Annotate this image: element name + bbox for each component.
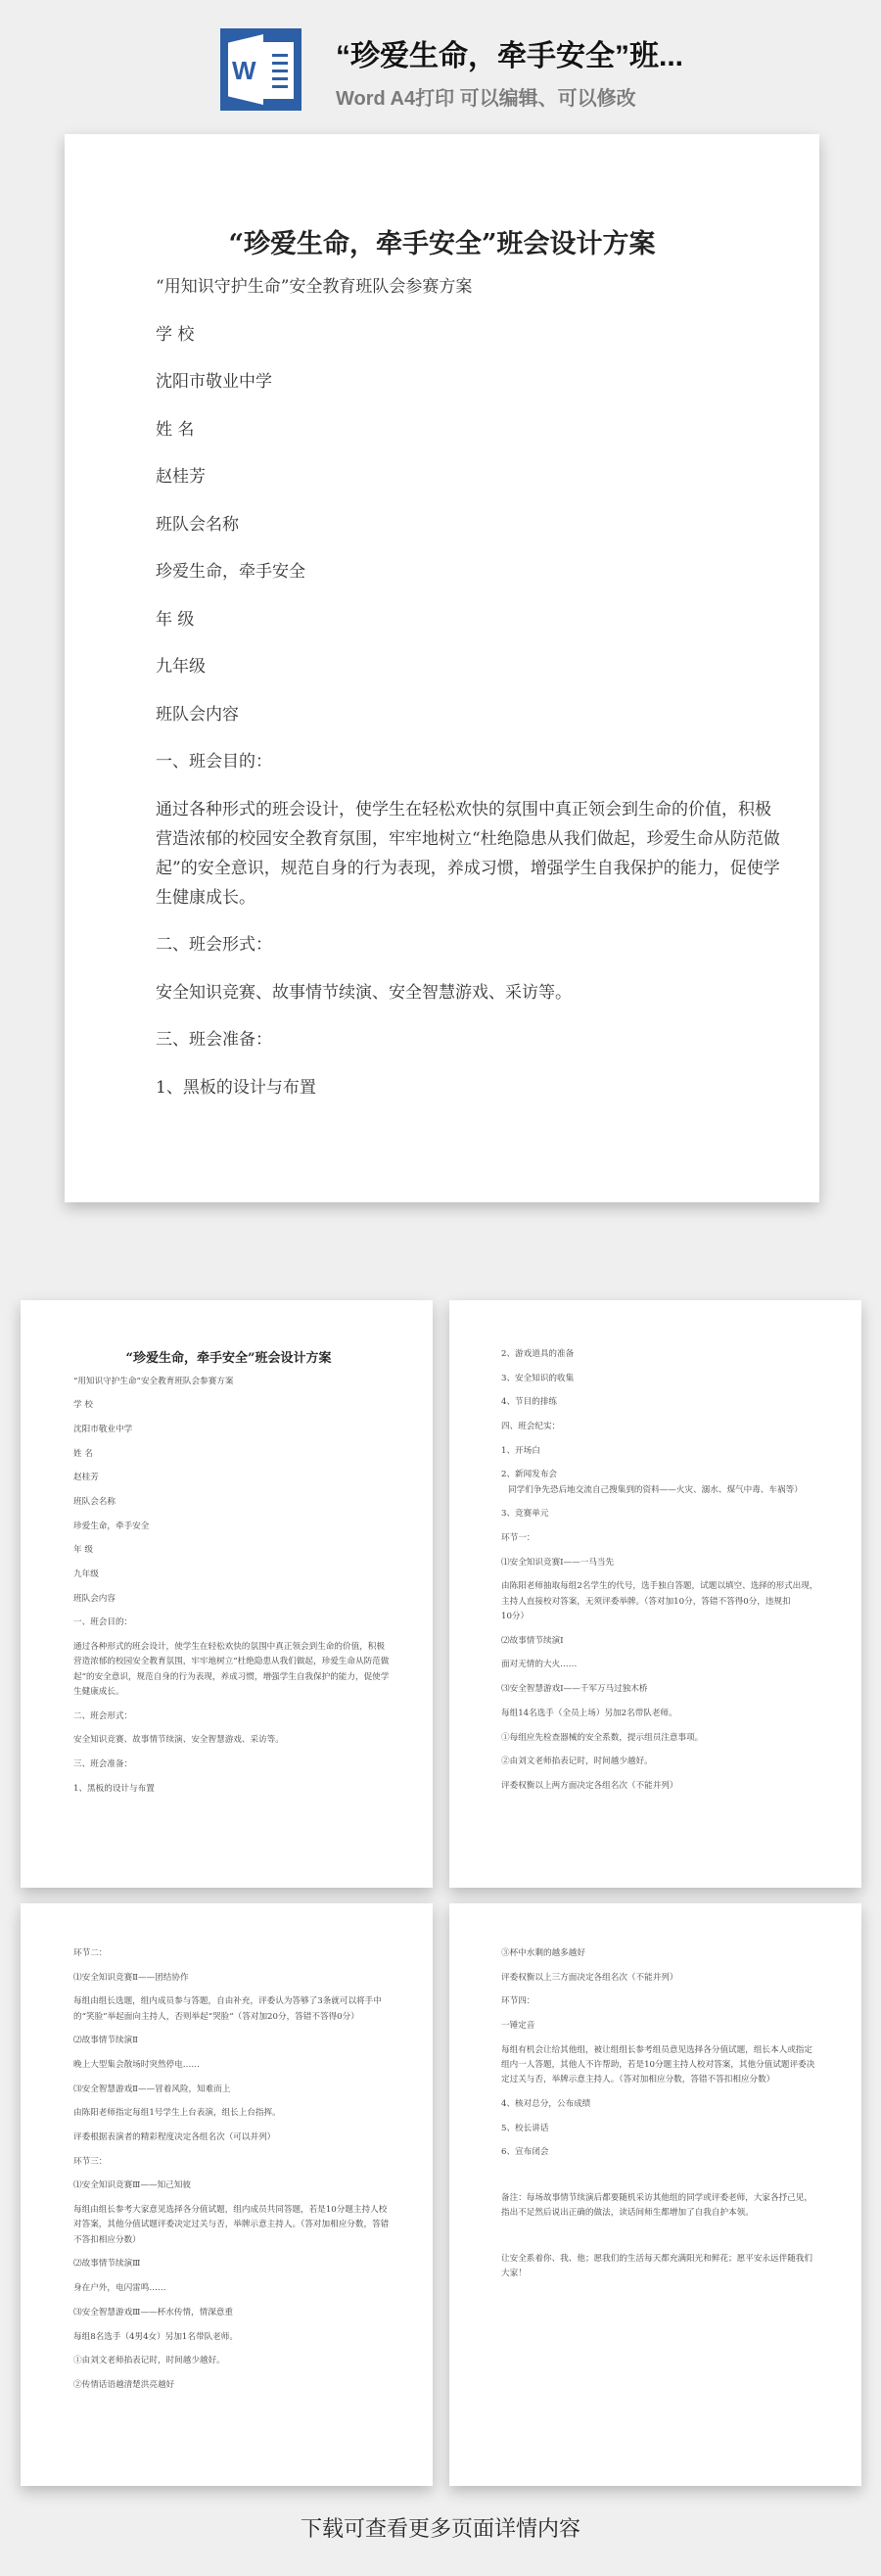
- doc-line: 每组8名选手（4男4女）另加1名带队老师。: [73, 2331, 238, 2342]
- doc-line: 年 级: [73, 1545, 93, 1556]
- doc-line: 九年级: [156, 657, 206, 677]
- doc-paragraph: [73, 1568, 394, 1582]
- doc-line: 一、班会目的：: [156, 752, 272, 772]
- doc-paragraph: [73, 1375, 394, 1389]
- doc-paragraph: [156, 795, 780, 913]
- doc-line: 让安全系着你、我、他；愿我们的生活每天都充满阳光和鲜花；愿平安永远伴随我们: [501, 2254, 812, 2265]
- doc-paragraph: [501, 2252, 822, 2282]
- doc-paragraph: [73, 2178, 394, 2193]
- doc-paragraph: [73, 2058, 394, 2073]
- doc-line: 组内一人答题，其他人不许帮助，若是10分题主持人校对答案，其他分值试题评委决: [501, 2060, 815, 2071]
- doc-paragraph: [73, 1471, 394, 1485]
- doc-line: 由陈阳老师指定每组1号学生上台表演，组长上台指挥。: [73, 2108, 281, 2119]
- doc-paragraph: [501, 1347, 822, 1362]
- doc-paragraph: [73, 1782, 394, 1797]
- doc-line: 一锤定音: [501, 2021, 535, 2032]
- doc-line: 赵桂芳: [156, 467, 206, 487]
- doc-paragraph: [501, 1507, 822, 1522]
- doc-line: 起”的安全意识，规范自身的行为表现，养成习惯，增强学生自我保护的能力，促使学: [73, 1671, 390, 1682]
- doc-line: 2、游戏道具的准备: [501, 1349, 575, 1359]
- doc-line: 评委权衡以上两方面决定各组名次（不能并列）: [501, 1780, 678, 1791]
- doc-paragraph: [156, 978, 741, 1007]
- doc-line: ②传情话语越清楚洪亮越好: [73, 2379, 175, 2390]
- doc-paragraph: [501, 2043, 822, 2088]
- doc-paragraph: [501, 2191, 822, 2222]
- doc-line: 学 校: [156, 324, 195, 345]
- doc-line: 环节一：: [501, 1533, 535, 1544]
- doc-line: 年 级: [156, 609, 195, 630]
- thumbnail-page-3[interactable]: [21, 1903, 433, 2486]
- doc-paragraph: [156, 747, 741, 776]
- doc-paragraph: [501, 1531, 822, 1546]
- doc-line: 姓 名: [73, 1448, 93, 1459]
- doc-line: 学 校: [73, 1400, 93, 1411]
- doc-line: “用知识守护生命”安全教育班队会参赛方案: [73, 1376, 234, 1386]
- doc-line: 姓 名: [156, 419, 195, 440]
- doc-paragraph: [156, 272, 741, 302]
- doc-paragraph: [156, 320, 741, 350]
- doc-paragraph: [73, 2330, 394, 2345]
- doc-line: 三、班会准备：: [73, 1759, 133, 1770]
- doc-paragraph: [501, 1372, 822, 1386]
- doc-paragraph: [73, 1946, 394, 1961]
- doc-paragraph: [156, 462, 741, 492]
- doc-line: 指出不足然后说出正确的做法，读话间师生都增加了自我自护本领。: [501, 2208, 754, 2219]
- doc-paragraph: [156, 700, 741, 729]
- doc-paragraph: [156, 510, 741, 539]
- doc-paragraph: [501, 2097, 822, 2112]
- doc-line: 1、黑板的设计与布置: [156, 1077, 316, 1098]
- thumbnail-page-4[interactable]: [449, 1903, 861, 2486]
- doc-line: ⑶安全智慧游戏Ⅲ——杯水传情，情深意重: [73, 2307, 233, 2318]
- doc-paragraph: [156, 415, 741, 445]
- doc-line: ①由刘文老师掐表记时，时间越少越好。: [73, 2356, 225, 2366]
- page-title: “珍爱生命，牵手安全”班会设计方案: [125, 1351, 332, 1366]
- doc-paragraph: [501, 1420, 822, 1434]
- doc-line: ⑴安全知识竞赛Ⅰ——一马当先: [501, 1557, 615, 1568]
- doc-paragraph: [73, 2083, 394, 2097]
- doc-line: 一、班会目的：: [73, 1617, 133, 1628]
- doc-line: 大家！: [501, 2269, 527, 2279]
- doc-paragraph: [501, 1707, 822, 1721]
- doc-paragraph: [73, 1447, 394, 1462]
- doc-line: ⑴安全知识竞赛Ⅲ——知己知彼: [73, 2180, 192, 2191]
- download-more-text[interactable]: 下载可查看更多页面详情内容: [300, 2516, 580, 2541]
- doc-paragraph: [501, 1682, 822, 1697]
- doc-line: 沈阳市敬业中学: [73, 1424, 133, 1434]
- doc-line: 通过各种形式的班会设计，使学生在轻松欢快的氛围中真正领会到生命的价值，积极: [156, 799, 771, 820]
- doc-paragraph: [156, 1025, 741, 1054]
- doc-line: 起”的安全意识，规范自身的行为表现，养成习惯，增强学生自我保护的能力，促使学: [156, 858, 780, 878]
- doc-line: 安全知识竞赛、故事情节续演、安全智慧游戏、采访等。: [73, 1735, 284, 1746]
- doc-line: ①每组应先检查器械的安全系数，提示组员注意事项。: [501, 1732, 704, 1743]
- doc-line: 10分）: [501, 1612, 530, 1622]
- doc-paragraph: [73, 2306, 394, 2320]
- doc-paragraph: [501, 2019, 822, 2034]
- doc-paragraph: [156, 930, 741, 960]
- doc-line: 班队会内容: [73, 1593, 116, 1604]
- doc-paragraph: [73, 1520, 394, 1534]
- doc-paragraph: [501, 2122, 822, 2136]
- doc-line: 1、黑板的设计与布置: [73, 1783, 155, 1794]
- doc-line: 三、班会准备：: [156, 1030, 272, 1050]
- doc-paragraph: [501, 1779, 822, 1794]
- doc-paragraph: [501, 1634, 822, 1649]
- paragraph-spacer: [501, 2170, 822, 2191]
- doc-line: 由陈阳老师抽取每组2名学生的代号，选手独自答题，试题以填空、选择的形式出现，: [501, 1581, 818, 1592]
- doc-line: 备注：每场故事情节续演后都要随机采访其他组的同学或评委老师，大家各抒己见，: [501, 2193, 812, 2204]
- doc-line: ③杯中水剩的越多越好: [501, 1948, 585, 1958]
- doc-line: 环节四：: [501, 1996, 535, 2007]
- document-subtitle: Word A4打印 可以编辑、可以修改: [336, 88, 636, 110]
- doc-line: 不答扣相应分数）: [73, 2234, 141, 2245]
- doc-paragraph: [73, 1423, 394, 1437]
- doc-line: 主持人直接校对答案，无须评委举牌。（答对加10分，答错不答得0分，违规扣: [501, 1596, 791, 1607]
- doc-paragraph: [73, 1592, 394, 1607]
- doc-line: 营造浓郁的校园安全教育氛围，牢牢地树立“杜绝隐患从我们做起，珍爱生命从防范做: [156, 828, 780, 849]
- doc-line: 对答案，其他分值试题评委决定过关与否，举牌示意主持人。（答对加相应分数，答错: [73, 2220, 390, 2230]
- doc-line: 班队会内容: [156, 704, 239, 725]
- doc-paragraph: [73, 2257, 394, 2272]
- doc-paragraph: [156, 367, 741, 397]
- doc-paragraph: [73, 1757, 394, 1772]
- doc-line: 评委权衡以上三方面决定各组名次（不能并列）: [501, 1972, 678, 1983]
- doc-line: 身在户外，电闪雷鸣……: [73, 2283, 166, 2294]
- doc-paragraph: [73, 2354, 394, 2368]
- doc-line: 每组14名选手（全员上场）另加2名带队老师。: [501, 1708, 677, 1718]
- doc-paragraph: [73, 2281, 394, 2296]
- document-title: “珍爱生命，牵手安全”班...: [336, 40, 684, 72]
- doc-line: 九年级: [73, 1569, 99, 1579]
- doc-line: 安全知识竞赛、故事情节续演、安全智慧游戏、采访等。: [156, 982, 572, 1003]
- doc-paragraph: [156, 652, 741, 681]
- doc-paragraph: [501, 1579, 822, 1624]
- main-document-page: [65, 134, 819, 1202]
- doc-line: 生健康成长。: [156, 887, 255, 908]
- doc-paragraph: [156, 605, 741, 634]
- doc-paragraph: [73, 1733, 394, 1748]
- doc-paragraph: [73, 2034, 394, 2048]
- doc-paragraph: [501, 1946, 822, 1961]
- doc-line: 二、班会形式：: [156, 935, 272, 955]
- doc-line: ⑵故事情节续演Ⅱ: [73, 2036, 138, 2046]
- doc-line: 珍爱生命，牵手安全: [73, 1521, 150, 1531]
- paragraph-spacer: [501, 2230, 822, 2252]
- doc-line: 同学们争先恐后地交流自己搜集到的资料——火灾、溺水、煤气中毒、车祸等）: [508, 1484, 803, 1495]
- page-title: “珍爱生命，牵手安全”班会设计方案: [228, 229, 656, 259]
- doc-paragraph: [73, 1495, 394, 1510]
- doc-line: 每组有机会让给其他组，被让组组长参考组员意见选择各分值试题，组长本人或指定: [501, 2044, 812, 2055]
- doc-paragraph: [501, 2145, 822, 2160]
- doc-line: 4、节目的排练: [501, 1397, 558, 1408]
- doc-paragraph: [73, 2203, 394, 2248]
- doc-line: “用知识守护生命”安全教育班队会参赛方案: [156, 277, 473, 297]
- doc-paragraph: [73, 2131, 394, 2145]
- doc-paragraph: [73, 1616, 394, 1630]
- doc-line: 通过各种形式的班会设计，使学生在轻松欢快的氛围中真正领会到生命的价值，积极: [73, 1642, 385, 1653]
- doc-line: ②由刘文老师掐表记时，时间越少越好。: [501, 1756, 653, 1767]
- doc-paragraph: [501, 1994, 822, 2009]
- doc-line: 二、班会形式：: [73, 1710, 133, 1721]
- doc-line: ⑵故事情节续演Ⅲ: [73, 2259, 141, 2270]
- doc-line: 环节二：: [73, 1948, 108, 1958]
- thumbnail-page-2[interactable]: [449, 1300, 861, 1888]
- doc-line: 3、安全知识的收集: [501, 1373, 575, 1383]
- doc-line: 2、新闻发布会: [501, 1470, 558, 1480]
- doc-line: 四、班会纪实：: [501, 1422, 561, 1432]
- doc-line: 班队会名称: [73, 1496, 116, 1507]
- doc-paragraph: [501, 1468, 822, 1498]
- doc-paragraph: [73, 1710, 394, 1724]
- doc-line: 每组由组长参考大家意见选择各分值试题，组内成员共同答题，若是10分题主持人校: [73, 2205, 388, 2216]
- doc-line: ⑴安全知识竞赛Ⅱ——团结协作: [73, 1972, 189, 1983]
- doc-paragraph: [156, 1073, 741, 1102]
- doc-paragraph: [73, 1994, 394, 2025]
- doc-line: 5、校长讲话: [501, 2123, 549, 2133]
- doc-line: 环节三：: [73, 2156, 108, 2167]
- word-icon-letter: W: [232, 56, 256, 85]
- doc-paragraph: [73, 2106, 394, 2121]
- doc-paragraph: [73, 1640, 394, 1700]
- doc-line: 珍爱生命，牵手安全: [156, 562, 305, 582]
- thumbnail-page-1[interactable]: [21, 1300, 433, 1888]
- doc-line: ⑶安全智慧游戏Ⅱ——冒着风险，知难而上: [73, 2084, 231, 2094]
- doc-paragraph: [501, 1755, 822, 1769]
- doc-paragraph: [501, 1731, 822, 1746]
- doc-line: 1、开场白: [501, 1445, 540, 1456]
- doc-line: 营造浓郁的校园安全教育氛围，牢牢地树立“杜绝隐患从我们做起，珍爱生命从防范做: [73, 1657, 390, 1667]
- doc-line: 生健康成长。: [73, 1686, 124, 1697]
- doc-line: 6、宣布闭会: [501, 2147, 549, 2158]
- doc-line: 班队会名称: [156, 514, 239, 535]
- doc-paragraph: [501, 1556, 822, 1570]
- word-document-icon: [220, 28, 301, 111]
- doc-paragraph: [73, 1971, 394, 1986]
- doc-paragraph: [73, 2378, 394, 2393]
- doc-line: 定过关与否，举牌示意主持人。（答对加相应分数，答错不答扣相应分数）: [501, 2075, 775, 2085]
- doc-paragraph: [73, 1543, 394, 1558]
- doc-paragraph: [73, 1398, 394, 1413]
- doc-paragraph: [156, 557, 741, 586]
- doc-line: 4、核对总分，公布成绩: [501, 2099, 591, 2110]
- doc-line: 面对无情的大火……: [501, 1660, 578, 1670]
- doc-paragraph: [501, 1444, 822, 1459]
- doc-paragraph: [501, 1395, 822, 1410]
- doc-line: 评委根据表演者的精彩程度决定各组名次（可以并列）: [73, 2132, 276, 2143]
- doc-paragraph: [501, 1971, 822, 1986]
- doc-line: 赵桂芳: [73, 1473, 99, 1483]
- doc-line: ⑶安全智慧游戏Ⅰ——千军万马过独木桥: [501, 1684, 648, 1695]
- doc-paragraph: [501, 1658, 822, 1672]
- doc-paragraph: [73, 2155, 394, 2170]
- doc-line: ⑵故事情节续演Ⅰ: [501, 1635, 564, 1646]
- doc-line: 的“笑脸”举起面向主持人，否则举起“哭脸”（答对加20分，答错不答得0分）: [73, 2011, 359, 2022]
- doc-line: 沈阳市敬业中学: [156, 372, 272, 392]
- doc-line: 晚上大型集会散场时突然停电……: [73, 2060, 200, 2071]
- doc-line: 3、竞赛单元: [501, 1509, 549, 1520]
- doc-line: 每组由组长选题，组内成员参与答题，自由补充，评委认为答够了3条就可以将手中: [73, 1996, 382, 2007]
